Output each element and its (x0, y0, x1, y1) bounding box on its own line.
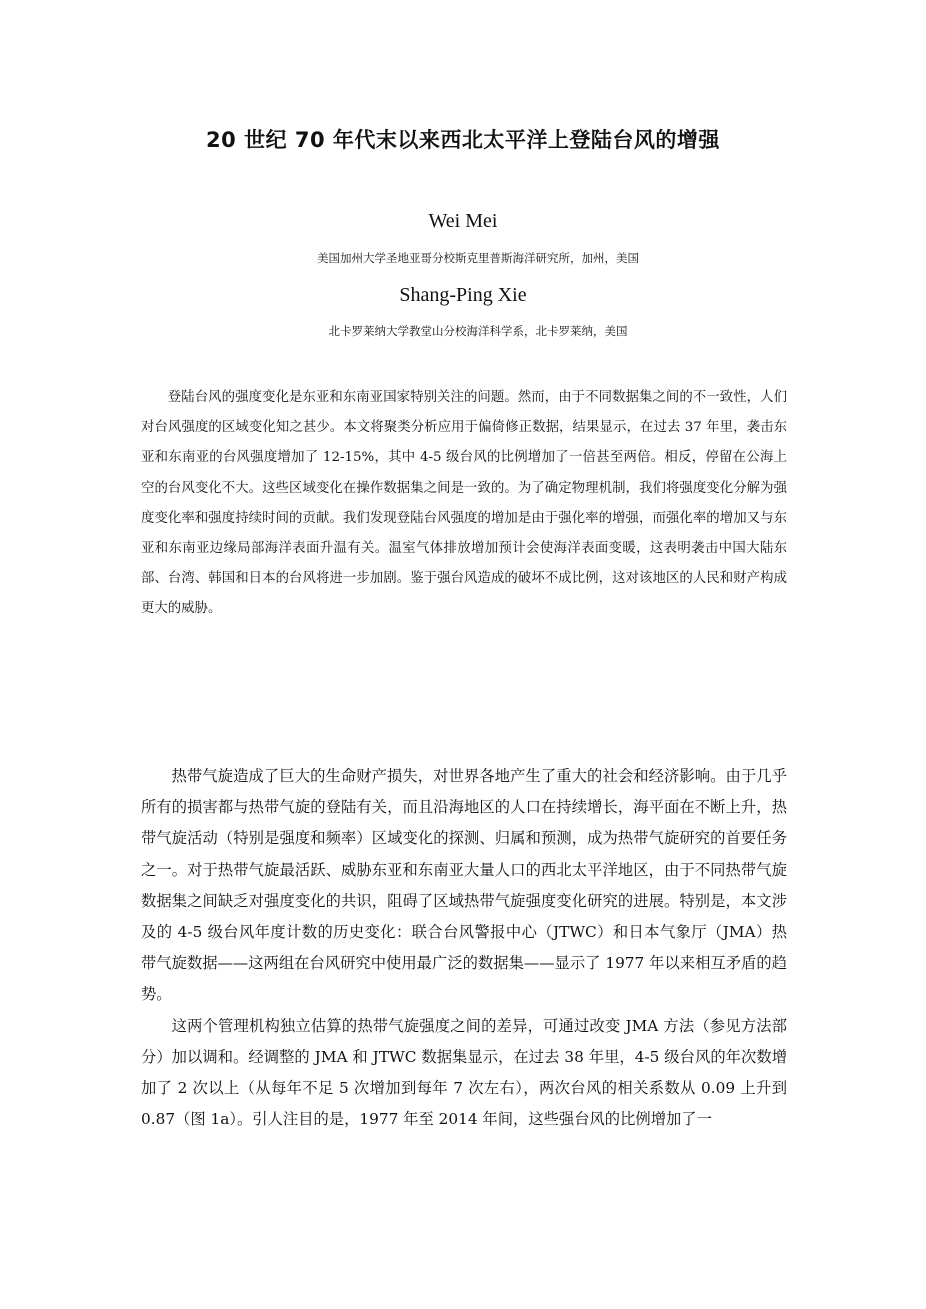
author-name: Shang-Ping Xie (399, 284, 527, 306)
body-paragraph: 这两个管理机构独立估算的热带气旋强度之间的差异，可通过改变 JMA 方法（参见方法部分）加以调和。经调整的 JMA 和 JTWC 数据集显示，在过去 38 年里，4-5 级台风的年次数增加了 2 次以上（从每年不足 5 次增加到每年 7 次左右），两次台风的相关系数从 0.09 上升到 0.87（图 1a）。引人注目的是，1977 年至 2014 年间，这些强台风的比例增加了一 (141, 1016, 787, 1129)
paper-title: 20 世纪 70 年代末以来西北太平洋上登陆台风的增强 (206, 128, 720, 152)
author-name: Wei Mei (428, 210, 498, 232)
body-paragraph: 热带气旋造成了巨大的生命财产损失，对世界各地产生了重大的社会和经济影响。由于几乎所有的损害都与热带气旋的登陆有关，而且沿海地区的人口在持续增长，海平面在不断上升，热带气旋活动（特别是强度和频率）区域变化的探测、归属和预测，成为热带气旋研究的首要任务之一。对于热带气旋最活跃、威胁东亚和东南亚大量人口的西北太平洋地区，由于不同热带气旋数据集之间缺乏对强度变化的共识，阻碍了区域热带气旋强度变化研究的进展。特别是，本文涉及的 4-5 级台风年度计数的历史变化：联合台风警报中心（JTWC）和日本气象厅（JMA）热带气旋数据——这两组在台风研究中使用最广泛的数据集——显示了 1977 年以来相互矛盾的趋势。 (141, 767, 787, 1004)
author-affiliation: 北卡罗莱纳大学教堂山分校海洋科学系，北卡罗莱纳，美国 (328, 324, 628, 338)
body-text (141, 761, 787, 1135)
abstract-paragraph: 登陆台风的强度变化是东亚和东南亚国家特别关注的问题。然而，由于不同数据集之间的不一致性，人们对台风强度的区域变化知之甚少。本文将聚类分析应用于偏倚修正数据，结果显示，在过去 37 年里，袭击东亚和东南亚的台风强度增加了 12-15%，其中 4-5 级台风的比例增加了一倍甚至两倍。相反，停留在公海上空的台风变化不大。这些区域变化在操作数据集之间是一致的。为了确定物理机制，我们将强度变化分解为强度变化率和强度持续时间的贡献。我们发现登陆台风强度的增加是由于强化率的增强，而强化率的增加又与东亚和东南亚边缘局部海洋表面升温有关。温室气体排放增加预计会使海洋表面变暖，这表明袭击中国大陆东部、台湾、韩国和日本的台风将进一步加剧。鉴于强台风造成的破坏不成比例，这对该地区的人民和财产构成更大的威胁。 (141, 390, 787, 617)
author-affiliation: 美国加州大学圣地亚哥分校斯克里普斯海洋研究所，加州，美国 (317, 251, 639, 265)
